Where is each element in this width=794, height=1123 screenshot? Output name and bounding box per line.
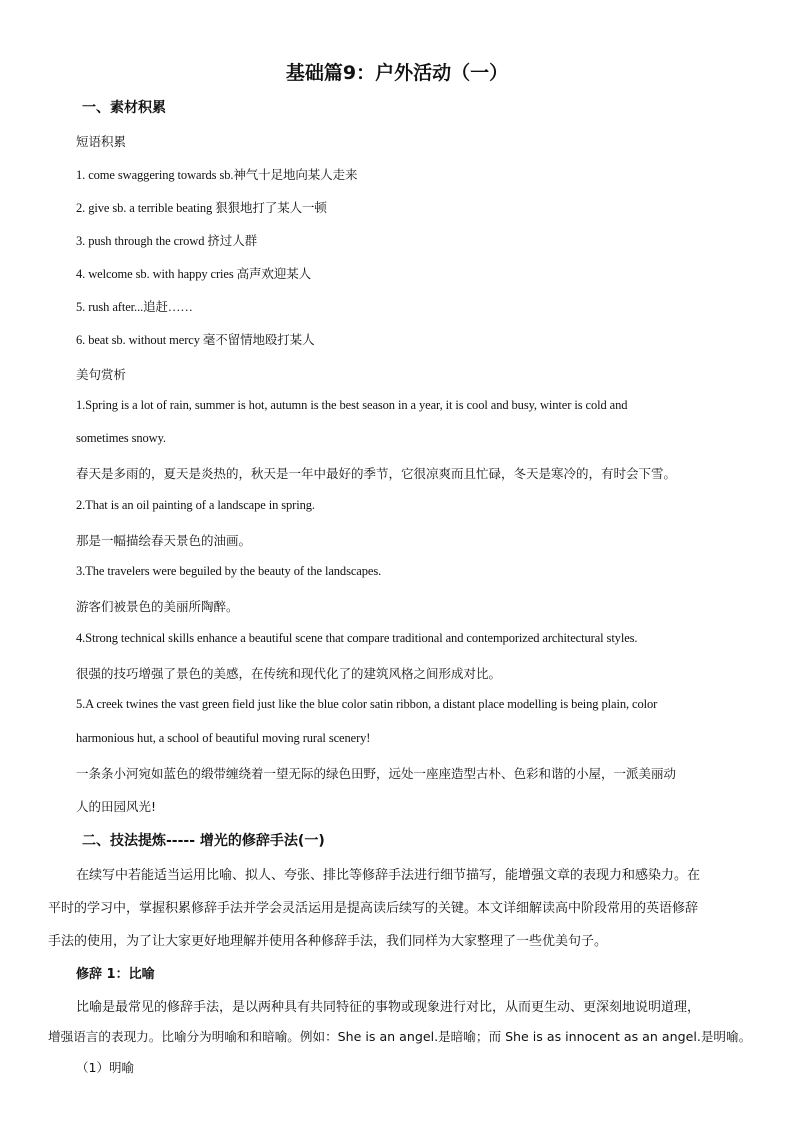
phrase-item: 5. rush after...追赶…… <box>76 300 193 314</box>
phrase-item: 2. give sb. a terrible beating 狠狠地打了某人一顿 <box>76 201 327 215</box>
sentence-zh: 很强的技巧增强了景色的美感，在传统和现代化了的建筑风格之间形成对比。 <box>76 666 502 681</box>
sentences-label: 美句赏析 <box>76 367 127 382</box>
sentence-zh: 游客们被景色的美丽所陶醉。 <box>76 599 239 614</box>
sentence-en: 5.A creek twines the vast green field just like the blue color satin ribbon, a distant place modelling is being plain, color <box>76 697 658 711</box>
sentence-en: 3.The travelers were beguiled by the beauty of the landscapes. <box>76 564 382 578</box>
sentence-en: sometimes snowy. <box>76 431 166 445</box>
intro-paragraph-line: 平时的学习中，掌握积累修辞手法并学会灵活运用是提高读后续写的关键。本文详细解读高中阶段常用的英语修辞 <box>48 901 699 916</box>
page-title: 基础篇9：户外活动（一） <box>285 62 509 84</box>
sentence-zh: 春天是多雨的，夏天是炎热的，秋天是一年中最好的季节，它很凉爽而且忙碌，冬天是寒冷的，有时会下雪。 <box>76 466 677 481</box>
section-heading-materials: 一、素材积累 <box>82 100 166 116</box>
phrase-item: 1. come swaggering towards sb.神气十足地向某人走来 <box>76 168 358 182</box>
section-heading-techniques: 二、技法提炼----- 增光的修辞手法(一) <box>82 833 325 849</box>
intro-paragraph-line: 在续写中若能适当运用比喻、拟人、夸张、排比等修辞手法进行细节描写，能增强文章的表现力和感染力。在 <box>76 868 701 883</box>
sentence-en: 2.That is an oil painting of a landscape in spring. <box>76 498 315 512</box>
phrase-item: 6. beat sb. without mercy 毫不留情地殴打某人 <box>76 333 315 347</box>
sentence-en: 4.Strong technical skills enhance a beautiful scene that compare traditional and contemporized architectural styles. <box>76 631 638 645</box>
sentence-en: harmonious hut, a school of beautiful moving rural scenery! <box>76 731 371 745</box>
sentence-zh: 人的田园风光! <box>76 799 157 814</box>
rhetoric-heading: 修辞 1：比喻 <box>76 967 155 982</box>
sentence-zh: 那是一幅描绘春天景色的油画。 <box>76 533 252 548</box>
phrase-item: 4. welcome sb. with happy cries 高声欢迎某人 <box>76 267 312 281</box>
phrase-item: 3. push through the crowd 挤过人群 <box>76 234 258 248</box>
sentence-zh: 一条条小河宛如蓝色的缎带缠绕着一望无际的绿色田野，远处一座座造型古朴、色彩和谐的小屋，一派美丽动 <box>76 766 677 781</box>
rhetoric-paragraph-line: 增强语言的表现力。比喻分为明喻和和暗喻。例如：She is an angel.是暗喻；而 She is as innocent as an angel.是明喻。 <box>48 1029 752 1044</box>
rhetoric-paragraph-line: 比喻是最常见的修辞手法，是以两种具有共同特征的事物或现象进行对比，从而更生动、更深刻地说明道理， <box>76 1000 701 1015</box>
sub-heading: （1）明喻 <box>76 1060 134 1075</box>
phrases-label: 短语积累 <box>76 134 127 149</box>
intro-paragraph-line: 手法的使用，为了让大家更好地理解并使用各种修辞手法，我们同样为大家整理了一些优美句子。 <box>48 934 608 949</box>
sentence-en: 1.Spring is a lot of rain, summer is hot, autumn is the best season in a year, it is cool and busy, winter is cold and <box>76 398 628 412</box>
